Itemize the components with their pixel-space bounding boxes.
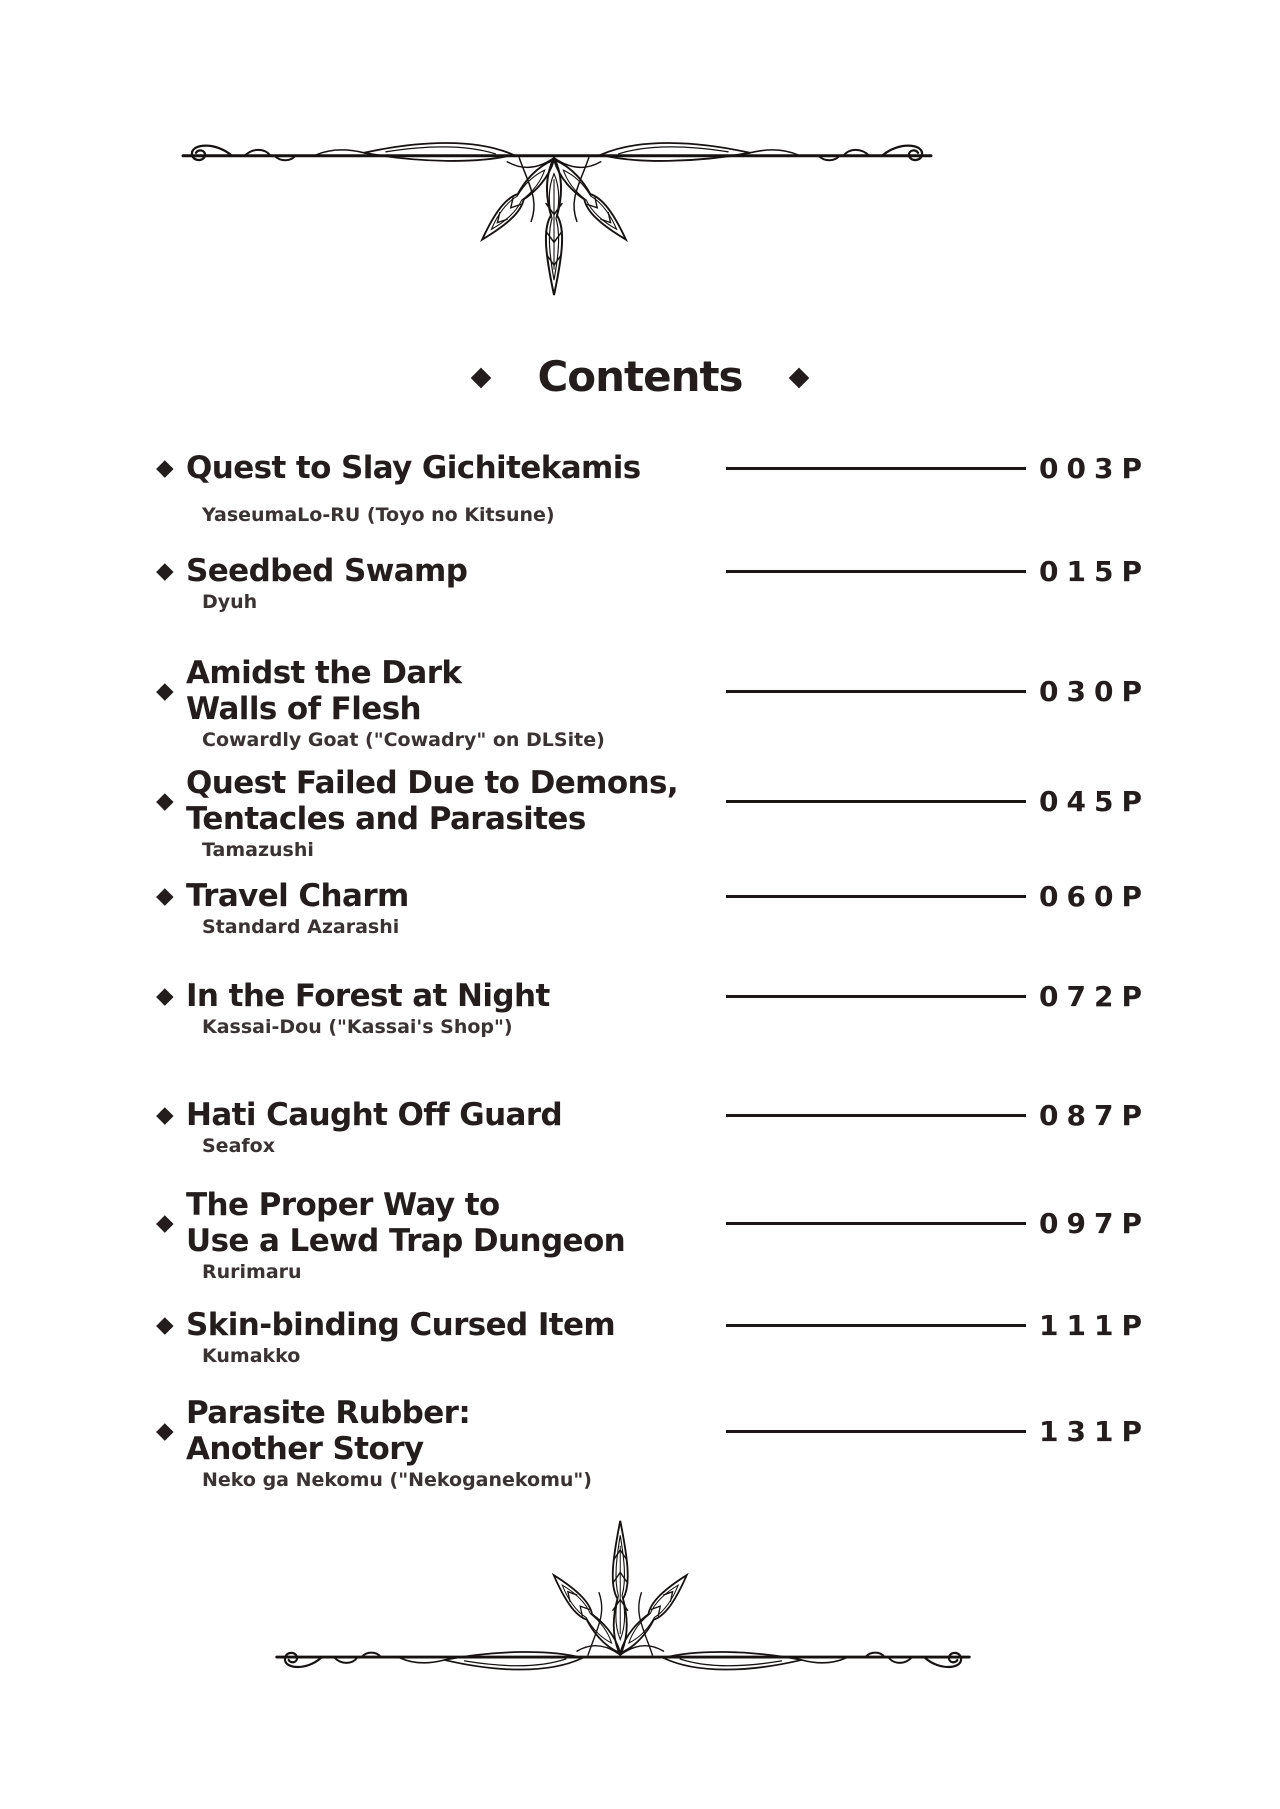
- leader-line: [726, 1430, 1026, 1433]
- entry-title-row: [156, 450, 1150, 486]
- toc-entry: [156, 450, 1150, 526]
- entry-page-number: 045P: [1039, 784, 1150, 818]
- entry-page-number: 015P: [1039, 554, 1150, 588]
- entry-title: [186, 450, 726, 486]
- entry-page-number: 087P: [1039, 1098, 1150, 1132]
- entry-title-line: The Proper Way to: [186, 1187, 500, 1223]
- diamond-bullet-icon: ◆: [156, 455, 174, 481]
- entry-title-line: Skin-binding Cursed Item: [186, 1307, 616, 1343]
- entry-page-number: 060P: [1039, 879, 1150, 913]
- heading-diamond-left-icon: ◆: [470, 361, 492, 392]
- entry-author: Neko ga Nekomu ("Nekoganekomu"): [202, 1469, 592, 1491]
- entry-title: [186, 553, 726, 589]
- toc-entry: [156, 1395, 1150, 1491]
- entry-author: Kassai-Dou ("Kassai's Shop"): [202, 1016, 513, 1038]
- diamond-bullet-icon: ◆: [156, 558, 174, 584]
- entry-title-line: Use a Lewd Trap Dungeon: [186, 1223, 626, 1259]
- leader-line: [726, 1222, 1026, 1225]
- toc-entry: [156, 878, 1150, 938]
- entry-title-row: [156, 878, 1150, 914]
- entry-page-number: 111P: [1039, 1308, 1150, 1342]
- entry-title-line: Parasite Rubber:: [186, 1395, 471, 1431]
- toc-list: [156, 450, 1150, 1491]
- diamond-bullet-icon: ◆: [156, 1102, 174, 1128]
- entry-page-number: 072P: [1039, 979, 1150, 1013]
- entry-author: Cowardly Goat ("Cowadry" on DLSite): [202, 729, 605, 751]
- toc-entry: [156, 553, 1150, 613]
- diamond-bullet-icon: ◆: [156, 883, 174, 909]
- entry-title: [186, 1307, 726, 1343]
- entry-title-line: Quest Failed Due to Demons,: [186, 765, 679, 801]
- toc-entry: [156, 1187, 1150, 1283]
- leader-line: [726, 1324, 1026, 1327]
- entry-title-line: Amidst the Dark: [186, 655, 462, 691]
- entry-title-row: [156, 1395, 1150, 1467]
- entry-title-line: Quest to Slay Gichitekamis: [186, 450, 641, 486]
- entry-author: Standard Azarashi: [202, 916, 400, 938]
- toc-entry: [156, 765, 1150, 861]
- entry-title: [186, 655, 726, 727]
- leader-line: [726, 467, 1026, 470]
- entry-title-row: [156, 978, 1150, 1014]
- toc-entry: [156, 978, 1150, 1038]
- entry-author: Rurimaru: [202, 1261, 302, 1283]
- entry-title-line: In the Forest at Night: [186, 978, 550, 1014]
- diamond-bullet-icon: ◆: [156, 1210, 174, 1236]
- entry-title-line: Hati Caught Off Guard: [186, 1097, 563, 1133]
- entry-title: [186, 1395, 726, 1467]
- diamond-bullet-icon: ◆: [156, 678, 174, 704]
- entry-title: [186, 878, 726, 914]
- leader-line: [726, 570, 1026, 573]
- leader-line: [726, 995, 1026, 998]
- entry-page-number: 097P: [1039, 1206, 1150, 1240]
- top-flourish-icon: [178, 118, 936, 306]
- entry-title: [186, 765, 726, 837]
- leader-line: [726, 800, 1026, 803]
- toc-entry: [156, 1307, 1150, 1367]
- heading-diamond-right-icon: ◆: [788, 361, 810, 392]
- entry-page-number: 131P: [1039, 1414, 1150, 1448]
- entry-author: Seafox: [202, 1135, 275, 1157]
- entry-page-number: 030P: [1039, 674, 1150, 708]
- entry-title-line: Travel Charm: [186, 878, 409, 914]
- entry-author: YaseumaLo-RU (Toyo no Kitsune): [202, 504, 555, 526]
- entry-title-line: Another Story: [186, 1431, 424, 1467]
- entry-title-row: [156, 1187, 1150, 1259]
- entry-title-row: [156, 553, 1150, 589]
- leader-line: [726, 690, 1026, 693]
- entry-title-line: Seedbed Swamp: [186, 553, 468, 589]
- entry-title-row: [156, 1307, 1150, 1343]
- entry-title: [186, 1097, 726, 1133]
- entry-title: [186, 1187, 726, 1259]
- entry-title-line: Walls of Flesh: [186, 691, 422, 727]
- entry-author: Tamazushi: [202, 839, 314, 861]
- diamond-bullet-icon: ◆: [156, 788, 174, 814]
- diamond-bullet-icon: ◆: [156, 1418, 174, 1444]
- entry-title-row: [156, 765, 1150, 837]
- leader-line: [726, 1114, 1026, 1117]
- entry-title: [186, 978, 726, 1014]
- bottom-flourish-icon: [273, 1514, 973, 1698]
- entry-author: Dyuh: [202, 591, 258, 613]
- diamond-bullet-icon: ◆: [156, 1312, 174, 1338]
- leader-line: [726, 895, 1026, 898]
- toc-entry: [156, 1097, 1150, 1157]
- entry-author: Kumakko: [202, 1345, 301, 1367]
- entry-title-line: Tentacles and Parasites: [186, 801, 586, 837]
- diamond-bullet-icon: ◆: [156, 983, 174, 1009]
- heading-title: Contents: [537, 352, 743, 401]
- toc-entry: [156, 655, 1150, 751]
- entry-title-row: [156, 655, 1150, 727]
- entry-title-row: [156, 1097, 1150, 1133]
- entry-page-number: 003P: [1039, 451, 1150, 485]
